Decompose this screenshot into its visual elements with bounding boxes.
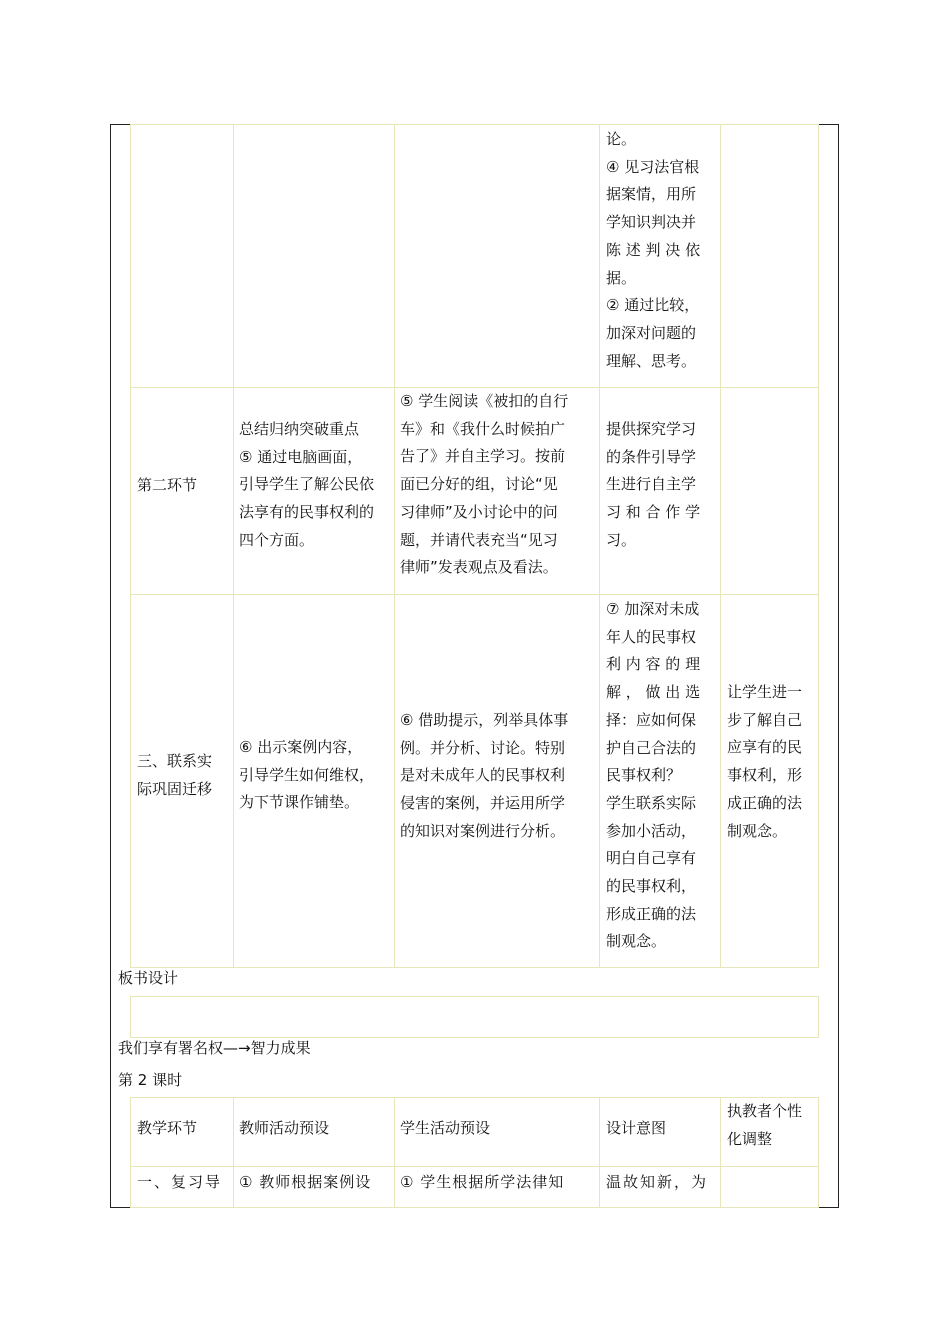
table2-row1-cell-5 (720, 1166, 819, 1208)
section3-title-line: 三、联系实 (137, 752, 213, 770)
section2-teacher-activity (239, 416, 374, 555)
section3-design-intent-line: 的民事权利， (606, 877, 697, 896)
cont-design-intent-text-line: ④ 见习法官根 (606, 157, 700, 176)
section3-design-intent-line: 护自己合法的 (606, 738, 697, 757)
section3-personal-adjustment-line: 制观念。 (727, 821, 788, 840)
section3-teacher-activity-line: 引导学生如何维权， (239, 765, 375, 784)
section3-design-intent-line: 民事权利？ (606, 766, 682, 785)
table2-header-5-line: 执教者个性 (727, 1102, 803, 1120)
section3-student-activity-line: ⑥ 借助提示，列举具体事 (400, 711, 569, 729)
section3-design-intent-line: 参加小活动， (606, 821, 697, 840)
section3-design-intent-line: 形成正确的法 (606, 904, 697, 923)
section2-design-intent-line: 的条件引导学 (606, 447, 697, 466)
section3-design-intent-line: 学生联系实际 (606, 793, 697, 812)
section3-student-activity-line: 例。并分析、讨论。特别 (400, 738, 566, 757)
table2-row1-student: ① 学生根据所学法律知 (400, 1173, 565, 1191)
lesson-2-label: 第 2 课时 (118, 1071, 183, 1089)
section3-personal-adjustment-line: 步了解自己 (727, 710, 803, 729)
table1-row-cont-cell-3 (394, 124, 600, 388)
cont-design-intent-text-line: 理解、思考。 (606, 351, 697, 370)
section3-design-intent-line: 解 ， 做 出 选 (606, 683, 701, 702)
board-design-content: 我们享有署名权—→智力成果 (118, 1039, 311, 1057)
section3-personal-adjustment-line: 让学生进一 (727, 683, 803, 701)
section3-title (137, 748, 212, 803)
cont-design-intent-text-line: 加深对问题的 (606, 323, 697, 342)
section3-design-intent-line: 年人的民事权 (606, 627, 697, 646)
section3-teacher-activity-line: ⑥ 出示案例内容， (239, 738, 363, 756)
section2-teacher-activity-line: ⑤ 通过电脑画面， (239, 447, 363, 466)
section2-teacher-activity-line: 法享有的民事权利的 (239, 503, 375, 522)
table2-header-5-line: 化调整 (727, 1129, 773, 1148)
table2-header-5 (727, 1098, 802, 1153)
section3-design-intent-line: 择：应如何保 (606, 710, 697, 729)
section3-student-activity-line: 的知识对案例进行分析。 (400, 821, 566, 840)
table1-row-cont-cell-5 (720, 124, 819, 388)
table1-row2-cell-5 (720, 387, 819, 595)
cont-design-intent-text-line: 陈 述 判 决 依 (606, 240, 701, 259)
cont-design-intent-text-line: 论。 (606, 130, 637, 148)
section3-student-activity-line: 是对未成年人的民事权利 (400, 766, 566, 785)
table2-row1-teacher: ① 教师根据案例设 (239, 1173, 372, 1191)
table2-row1-intent: 温故知新，为 (606, 1173, 709, 1191)
table2-header-1: 教学环节 (137, 1119, 198, 1137)
section3-design-intent-line: 利 内 容 的 理 (606, 655, 701, 674)
section3-personal-adjustment (727, 679, 802, 845)
section2-student-activity-line: 面已分好的组，讨论“见 (400, 475, 558, 494)
section2-title: 第二环节 (137, 476, 198, 494)
section2-design-intent (606, 416, 700, 555)
table2-row1-section: 一、复习导 (137, 1173, 223, 1191)
section3-personal-adjustment-line: 应享有的民 (727, 738, 803, 757)
section2-student-activity-line: 告了》并自主学习。按前 (400, 447, 566, 466)
cont-design-intent-text-line: 据案情，用所 (606, 185, 697, 204)
cont-design-intent-text-line: 据。 (606, 268, 637, 287)
board-design-label: 板书设计 (118, 969, 179, 987)
section2-student-activity-line: 习律师”及小讨论中的问 (400, 502, 558, 521)
section2-teacher-activity-line: 四个方面。 (239, 530, 315, 549)
section3-personal-adjustment-line: 成正确的法 (727, 793, 803, 812)
section3-design-intent-line: 制观念。 (606, 932, 667, 951)
section2-teacher-activity-line: 总结归纳突破重点 (239, 420, 360, 438)
section3-personal-adjustment-line: 事权利，形 (727, 766, 803, 785)
section2-design-intent-line: 习。 (606, 530, 637, 549)
table2-header-2: 教师活动预设 (239, 1119, 330, 1137)
section3-student-activity-line: 侵害的案例，并运用所学 (400, 794, 566, 813)
section3-design-intent-line: ⑦ 加深对未成 (606, 600, 700, 618)
cont-design-intent-text-line: ② 通过比较， (606, 296, 700, 315)
table1-row-cont-cell-1 (130, 124, 234, 388)
section3-teacher-activity-line: 为下节课作铺垫。 (239, 793, 360, 812)
board-design-box (130, 996, 819, 1038)
table2-header-3: 学生活动预设 (400, 1119, 491, 1137)
section2-teacher-activity-line: 引导学生了解公民依 (239, 475, 375, 494)
section2-student-activity-line: 律师”发表观点及看法。 (400, 558, 558, 577)
cont-design-intent-text (606, 126, 700, 375)
section2-design-intent-line: 生进行自主学 (606, 475, 697, 494)
section3-design-intent-line: 明白自己享有 (606, 849, 697, 868)
section2-student-activity-line: 车》和《我什么时候拍广 (400, 419, 566, 438)
section3-teacher-activity (239, 734, 374, 817)
section2-student-activity (400, 388, 568, 582)
section2-student-activity-line: ⑤ 学生阅读《被扣的自行 (400, 392, 569, 410)
section2-student-activity-line: 题，并请代表充当“见习 (400, 530, 558, 549)
table2-header-4: 设计意图 (606, 1119, 667, 1137)
section2-design-intent-line: 习 和 合 作 学 (606, 503, 701, 522)
cont-design-intent-text-line: 学知识判决并 (606, 213, 697, 232)
section3-student-activity (400, 707, 568, 846)
section2-design-intent-line: 提供探究学习 (606, 420, 697, 438)
table1-row-cont-cell-2 (233, 124, 395, 388)
section3-title-line: 际巩固迁移 (137, 779, 213, 798)
section3-design-intent (606, 596, 700, 956)
